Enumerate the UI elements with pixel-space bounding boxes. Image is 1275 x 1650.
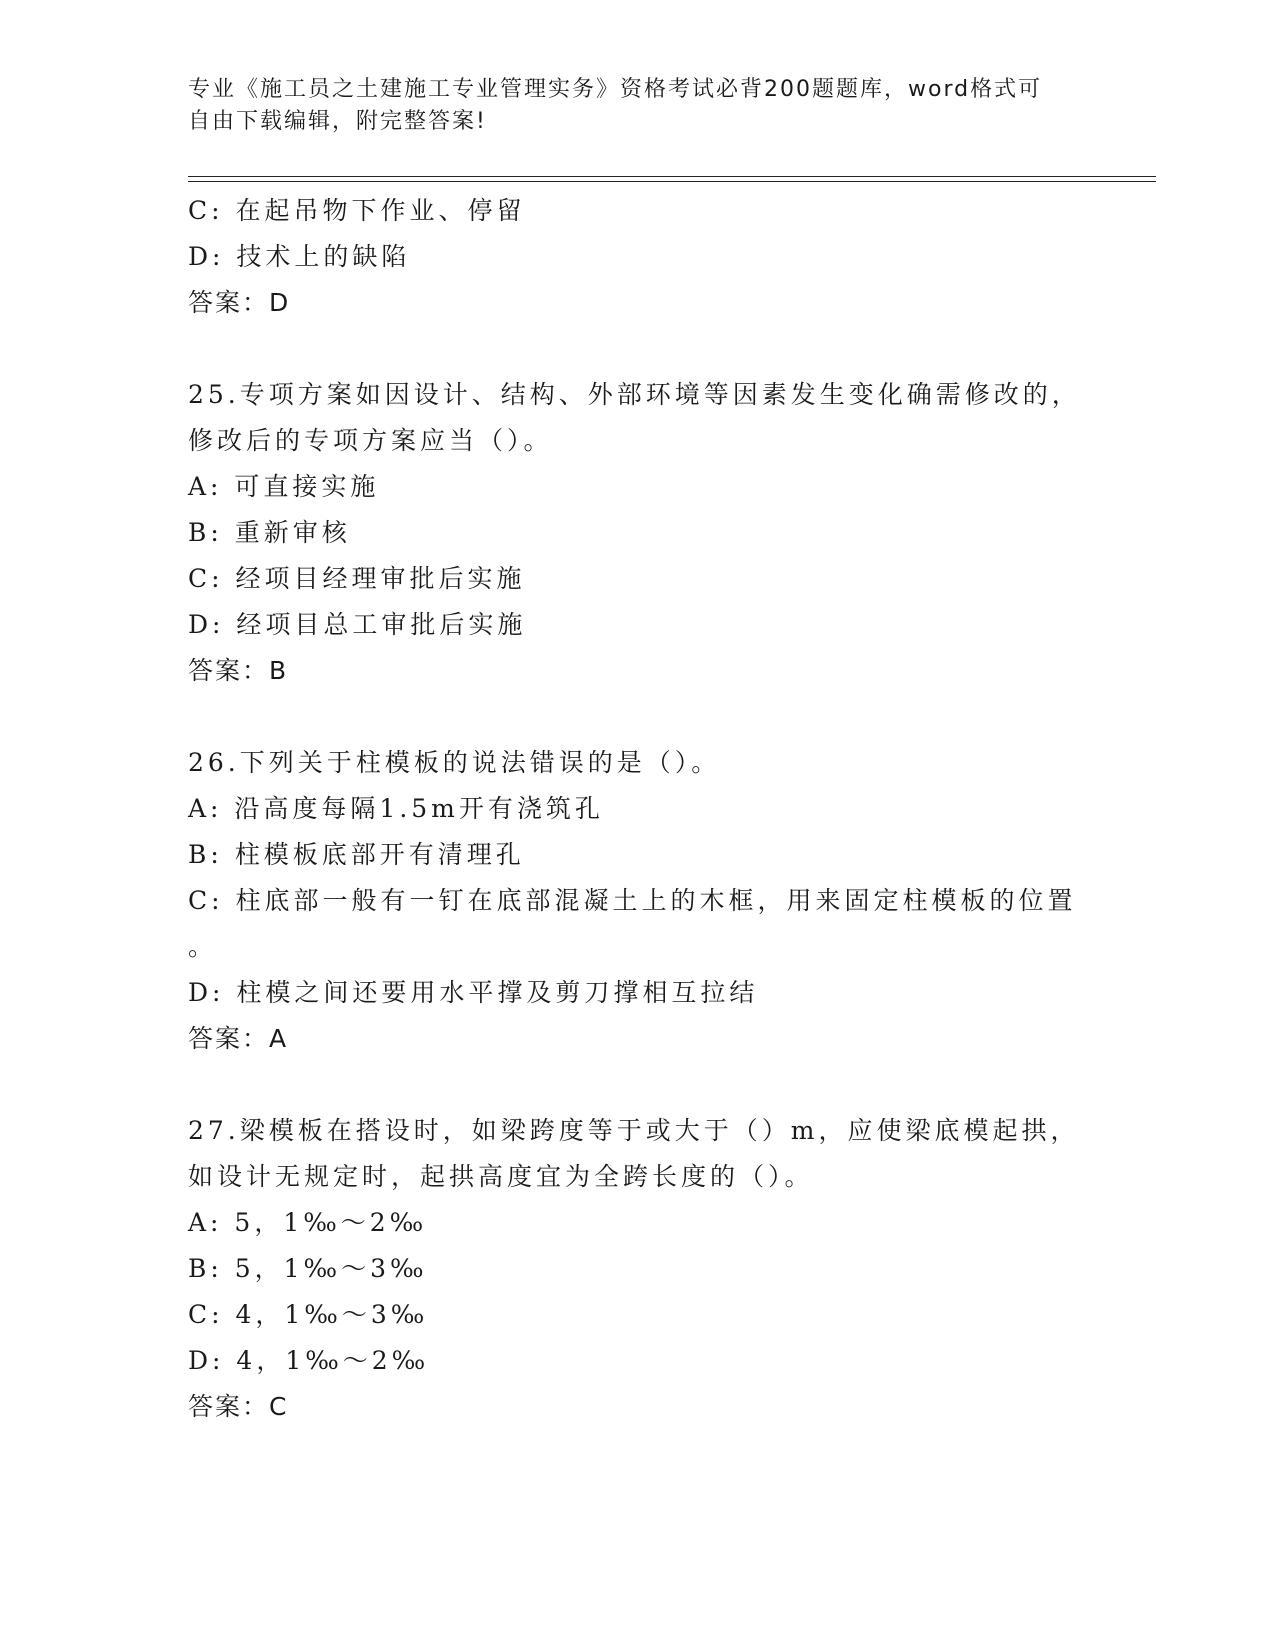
option-c: C: 4，1‰～3‰ (188, 1300, 429, 1329)
question-stem: 27.梁模板在搭设时，如梁跨度等于或大于（）m，应使梁底模起拱， (188, 1116, 1080, 1145)
header-line-2: 自由下载编辑，附完整答案! (188, 109, 487, 134)
answer: 答案：B (188, 656, 289, 685)
option-a: A: 可直接实施 (188, 472, 380, 501)
option-b: B: 柱模板底部开有清理孔 (188, 840, 525, 869)
option-d: D: 柱模之间还要用水平撑及剪刀撑相互拉结 (188, 978, 759, 1007)
option-d: D: 4，1‰～2‰ (188, 1346, 430, 1375)
answer: 答案：D (188, 288, 291, 317)
option-d: D: 技术上的缺陷 (188, 242, 411, 271)
question-spacer (188, 694, 1088, 740)
option-b: B: 重新审核 (188, 518, 351, 547)
question-list (188, 188, 1088, 1430)
question-stem-continued: 如设计无规定时，起拱高度宜为全跨长度的（）。 (188, 1162, 814, 1191)
option-c: C: 柱底部一般有一钉在底部混凝土上的木框，用来固定柱模板的位置 (188, 886, 1077, 915)
option-c: C: 在起吊物下作业、停留 (188, 196, 526, 225)
question-stem: 26.下列关于柱模板的说法错误的是（）。 (188, 748, 721, 777)
option-c-continued: 。 (188, 932, 218, 961)
question-stem-continued: 修改后的专项方案应当（）。 (188, 426, 553, 455)
question-27 (188, 1108, 1088, 1430)
question-24-continued (188, 188, 1088, 326)
option-c: C: 经项目经理审批后实施 (188, 564, 526, 593)
question-26 (188, 740, 1088, 1062)
header-divider-bottom (188, 181, 1156, 182)
option-d: D: 经项目总工审批后实施 (188, 610, 527, 639)
question-25 (188, 372, 1088, 694)
answer: 答案：A (188, 1024, 289, 1053)
header-divider-top (188, 176, 1156, 177)
question-stem: 25.专项方案如因设计、结构、外部环境等因素发生变化确需修改的， (188, 380, 1081, 409)
question-spacer (188, 326, 1088, 372)
option-a: A: 5，1‰～2‰ (188, 1208, 428, 1237)
header-line-1: 专业《施工员之土建施工专业管理实务》资格考试必背200题题库，word格式可 (188, 77, 1043, 102)
answer: 答案：C (188, 1392, 289, 1421)
option-b: B: 5，1‰～3‰ (188, 1254, 428, 1283)
option-a: A: 沿高度每隔1.5m开有浇筑孔 (188, 794, 604, 823)
question-spacer (188, 1062, 1088, 1108)
document-header (188, 74, 1088, 138)
